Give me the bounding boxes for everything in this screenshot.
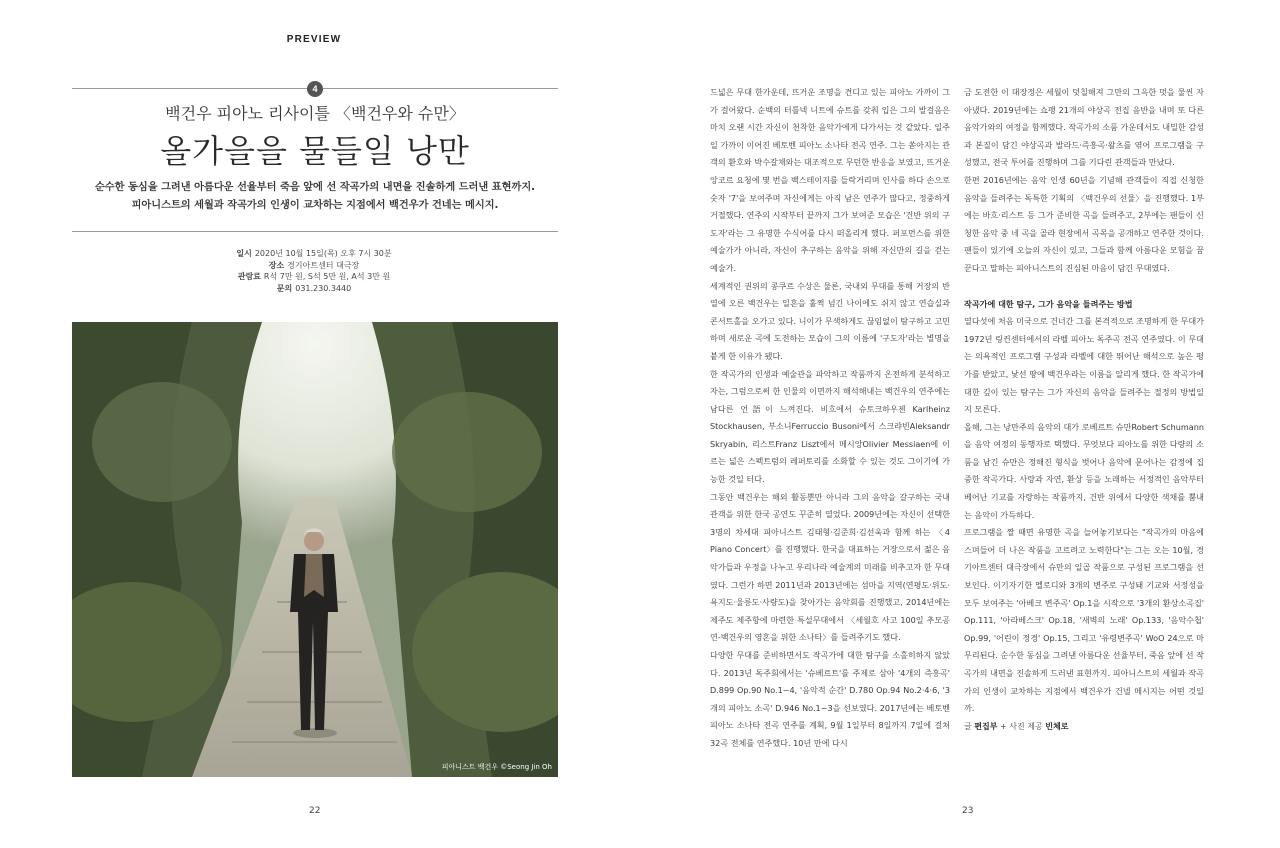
paragraph: 올해, 그는 낭만주의 음악의 대가 로베르트 슈만Robert Schumann을 음악 여정의 동행자로 택했다. 무엇보다 피아노를 위한 다량의 소품을 남긴 슈만은 정해진 형식을 벗어나 음악에 문어나는 감정에 집중한 작곡가다. 사랑과 자연, 환상 등을 노래하는 서정적인 음악부터 베어난 기교를 자랑하는 작품까지, 건반 위에서 다양한 색채를 뿜내는 음악이 가득하다. bbox=[964, 421, 1204, 520]
info-row-date: 일시 2020년 10월 15일(목) 오후 7시 30분 bbox=[236, 249, 392, 258]
photo-credit: 피아니스트 백건우 ©Seong Jin Oh bbox=[441, 763, 552, 771]
page-number-left: 22 bbox=[309, 806, 321, 816]
paragraph: 그동안 백건우는 해외 활동뿐만 아니라 그의 음악을 갈구하는 국내 관객을 위한 한국 공연도 꾸준히 열었다. 2009년에는 자신이 선택한 3명의 차세대 피아니스트 김태형·김준희·김선욱과 함께 하는 〈4 Piano Concert〉를 진행했다. 한국을 대표하는 거장으로서 젊은 음악가들과 우정을 나누고 우리나라 예술계의 미래를 비추고자 한 무대였다. 그런가 하면 2011년과 2013년에는 섬마을 지역(연평도·위도·욕지도·울릉도·사량도)을 찾아가는 음악회를 진행했고, 2014년에는 제주도 제주항에 마련한 특설무대에서 〈세월호 사고 100일 추모공연-백건우의 영혼을 위한 소나타〉를 들려주기도 했다. bbox=[710, 491, 950, 643]
paragraph: 열다섯에 처음 미국으로 건너간 그를 본격적으로 조명하게 한 무대가 1972년 링컨센터에서의 라벨 피아노 독주곡 전곡 연주였다. 이 무대는 의욕적인 프로그램 구성과 라벨에 대한 뛰어난 해석으로 높은 평가를 받았고, 낯선 땅에 백건우라는 이름을 알리게 했다. 한 작곡가에 대한 깊이 있는 탐구는 그가 자신의 음악을 들려주는 절정의 방법일지 모른다. bbox=[964, 316, 1204, 415]
lead-line: 순수한 동심을 그려낸 아름다운 선율부터 죽음 앞에 선 작곡가의 내면을 진솔하게 드러낸 표현까지. bbox=[94, 182, 536, 193]
forest-path-illustration bbox=[72, 322, 558, 777]
info-row-contact: 문의 031.230.3440 bbox=[276, 283, 352, 293]
paragraph: 금 도전한 이 대장정은 세월이 덧칠해져 그만의 그윽한 멋을 물씬 자아냈다. 2019년에는 쇼팽 21개의 야상곡 전집 음반을 내며 또 다른 음악가와의 여정을 함께했다. 작곡가의 소품 가운데서도 내밀한 감성과 본질이 담긴 야상곡과 발라드·즉흥곡·왈츠를 엮어 프로그램을 구성했고, 전국 투어를 진행하며 그를 기다린 관객들과 만났다. bbox=[964, 87, 1204, 168]
event-info bbox=[0, 248, 628, 294]
section-label: PREVIEW bbox=[286, 34, 342, 45]
right-page bbox=[640, 0, 1280, 848]
info-row-price: 관람료 R석 7만 원, S석 5만 원, A석 3만 원 bbox=[237, 272, 391, 281]
byline: 글 편집부 + 사진 제공 빈체로 bbox=[964, 721, 1069, 731]
paragraph: 한편 2016년에는 음악 인생 60년을 기념해 관객들이 직접 신청한 음악을 들려주는 독특한 기획의 〈백건우의 선물〉을 진행했다. 1부에는 바흐·리스트 등 그가 준비한 곡을 들려주고, 2부에는 팬들이 신청한 음악 중 네 곡을 골라 현장에서 곡목을 공개하고 연주한 것이다. 팬들이 있기에 오늘의 자신이 있고, 그들과 함께 아름다운 모험을 꿈꾼다고 말하는 피아니스트의 진심된 마음이 담긴 무대였다. bbox=[964, 174, 1204, 273]
paragraph: 프로그램을 짤 때면 유명한 곡을 늘어놓기보다는 "작곡가의 마음에 스며들어 더 나은 작품을 고르려고 노력한다"는 그는 오는 10월, 경기아트센터 대극장에서 슈만의 일곱 작품으로 구성된 프로그램을 선보인다. 이기자기한 멜로디와 3개의 변주로 구성돼 기교와 서정성을 모두 보여주는 '아베크 변주곡' Op.1을 시작으로 '3개의 환상소곡집' Op.111, '아라베스크' Op.18, '새벽의 노래' Op.133, '음악수첩' Op.99, '어린이 정경' Op.15, 그리고 '유령변주곡' WoO 24으로 마무리된다. 순수한 동심을 그려낸 아름다운 선율부터, 죽음 앞에 선 작곡가의 내면을 진솔하게 드러낸 표현까지. 피아니스트의 세월과 작곡가의 인생이 교차하는 지점에서 백건우가 건넬 메시지는 어떤 것일까. bbox=[964, 527, 1204, 714]
section-heading: 작곡가에 대한 탐구, 그가 음악을 들려주는 방법 bbox=[964, 298, 1133, 309]
paragraph: 한 작곡가의 인생과 예술관을 파악하고 작품까지 온전하게 분석하고자는, 그럼으로써 한 인물의 이면까지 해석해내는 백건우의 연주에는 남다른 언語이 느껴진다. 비흐에서 슈토크하우젠 Karlheinz Stockhausen, 부소니Ferruccio Busoni에서 스크랴빈Aleksandr Skryabin, 리스트Franz Liszt에서 메시앙Olivier Messiaen에 이르는 넓은 스펙트럼의 레퍼토리를 소화할 수 있는 것도 그이기에 가능한 것일 터다. bbox=[710, 368, 950, 485]
lead-rule bbox=[72, 231, 558, 232]
info-row-venue: 장소 경기아트센터 대극장 bbox=[268, 260, 360, 270]
paragraph: 다양한 무대를 준비하면서도 작곡가에 대한 탐구를 소홀히하지 않았다. 2013년 독주회에서는 '슈베르트'를 주제로 삼아 '4개의 즉흥곡' D.899 Op.90 No.1~4, '음악적 순간' D.780 Op.94 No.2·4·6, '3개의 피아노 소곡' D.946 No.1~3을 선보였다. 2017년에는 베토벤 피아노 소나타 전곡 연주를 계획, 9월 1일부터 8일까지 7일에 걸쳐 32곡 전체를 연주했다. 10년 만에 다시 bbox=[710, 650, 950, 748]
page-number-right: 23 bbox=[962, 806, 974, 816]
text-column-1 bbox=[710, 84, 950, 753]
paragraph: 드넓은 무대 한가운데, 뜨거운 조명을 견디고 있는 피아노 가까이 그가 걸어왔다. 순백의 터틀넥 니트에 슈트를 갖춰 입은 그의 발걸음은 마치 오랜 시간 자신이 천착한 음악가에게 다가서는 것 같았다. 일주일 가까이 이어진 베토벤 피아노 소나타 전곡 연주. 그는 쏟아지는 관객의 환호와 박수갈채와는 대조적으로 무던한 반응을 보였고, 뜨거운 앙코르 요청에 몇 번을 백스테이지를 들락거리며 인사를 하다 손으로 숫자 '7'을 보여주며 자신에게는 아직 남은 연주가 많다고, 정중하게 거절했다. 연주의 시작부터 끝까지 그가 보여준 모습은 '건반 위의 구도자'라는 그 유명한 수식어를 다시 떠올리게 했다. 퍼포먼스를 위한 예술가가 아니라, 자신이 추구하는 음악을 위해 자신만의 길을 걷는 예술가. bbox=[710, 87, 950, 273]
article-title: 올가을을 물들일 낭만 bbox=[160, 132, 470, 170]
paragraph: 세계적인 권위의 콩쿠르 수상은 물론, 국내외 무대를 통해 거장의 반열에 오른 백건우는 일흔을 훌쩍 넘긴 나이에도 쉬지 않고 연습실과 콘서트홀을 오가고 있다. 니이가 무색하게도 끊임없이 탐구하고 고민하며 새로운 곡에 도전하는 모습이 그의 이름에 '구도자'라는 별명을 붙게 한 이유가 됐다. bbox=[710, 280, 950, 361]
article-number-badge: 4 bbox=[307, 81, 323, 97]
pianist-photo bbox=[72, 322, 558, 777]
article-lead bbox=[72, 179, 558, 215]
article-subtitle: 백건우 피아노 리사이틀 〈백건우와 슈만〉 bbox=[165, 104, 465, 123]
text-column-2 bbox=[964, 84, 1204, 735]
lead-line: 피아니스트의 세월과 작곡가의 인생이 교차하는 지점에서 백건우가 건네는 메시지. bbox=[131, 200, 499, 211]
